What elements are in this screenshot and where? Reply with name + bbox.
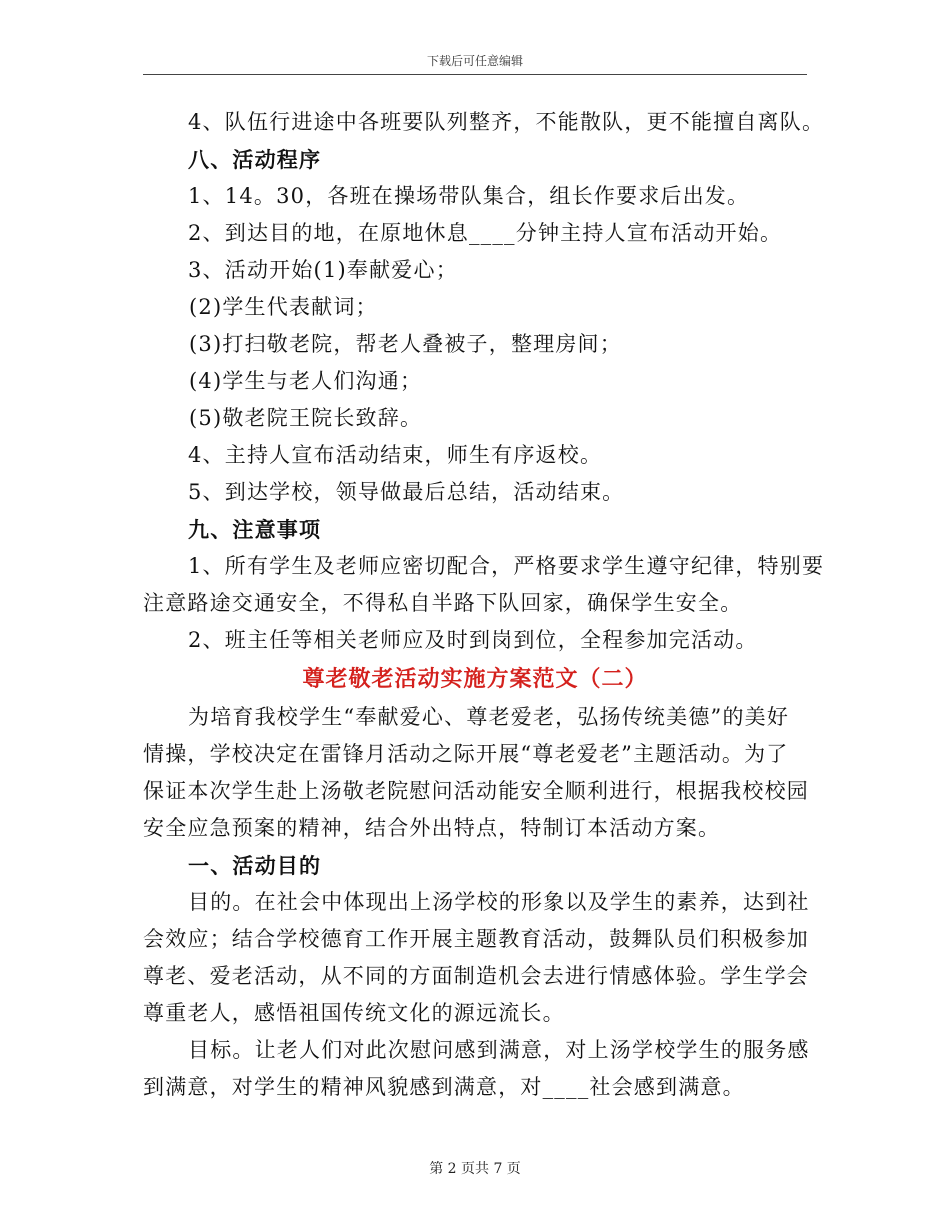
- paragraph-line: 保证本次学生赴上汤敬老院慰问活动能安全顺利进行，根据我校校园: [143, 779, 809, 803]
- text-line: (3)打扫敬老院，帮老人叠被子，整理房间；: [189, 332, 622, 356]
- page-header: 下载后可任意编辑: [426, 54, 523, 68]
- text-line: 2、到达目的地，在原地休息____分钟主持人宣布活动开始。: [188, 221, 783, 245]
- text-line: 注意路途交通安全，不得私自半路下队回家，确保学生安全。: [143, 591, 743, 615]
- paragraph-line: 会效应；结合学校德育工作开展主题教育活动，鼓舞队员们积极参加: [143, 927, 809, 951]
- header-divider: [143, 74, 807, 75]
- text-line: 1、所有学生及老师应密切配合，严格要求学生遵守纪律，特别要: [188, 554, 825, 578]
- text-line: (4)学生与老人们沟通；: [189, 369, 423, 393]
- paragraph-line: 情操，学校决定在雷锋月活动之际开展“尊老爱老”主题活动。为了: [143, 742, 789, 766]
- section-heading-purpose: 一、活动目的: [188, 853, 322, 878]
- text-line: 2、班主任等相关老师应及时到岗到位，全程参加完活动。: [188, 628, 758, 652]
- section-heading-procedure: 八、活动程序: [188, 147, 322, 172]
- page-number: 第 2 页共 7 页: [429, 1161, 521, 1177]
- text-line: 4、主持人宣布活动结束，师生有序返校。: [188, 443, 603, 467]
- text-line: 3、活动开始(1)奉献爱心；: [188, 258, 458, 282]
- paragraph-line: 到满意，对学生的精神风貌感到满意，对____社会感到满意。: [143, 1075, 745, 1099]
- text-line: 4、队伍行进途中各班要队列整齐，不能散队，更不能擅自离队。: [188, 110, 825, 134]
- document-body: [143, 104, 825, 1106]
- section-heading-notes: 九、注意事项: [188, 517, 322, 542]
- paragraph-line: 目标。让老人们对此次慰问感到满意，对上汤学校学生的服务感: [188, 1038, 810, 1062]
- paragraph-line: 尊重老人，感悟祖国传统文化的源远流长。: [143, 1001, 565, 1025]
- text-line: 5、到达学校，领导做最后总结，活动结束。: [188, 480, 625, 504]
- paragraph-line: 目的。在社会中体现出上汤学校的形象以及学生的素养，达到社: [188, 890, 810, 914]
- document-title: 尊老敬老活动实施方案范文（二）: [302, 666, 648, 692]
- text-line: (5)敬老院王院长致辞。: [189, 406, 423, 430]
- paragraph-line: 尊老、爱老活动，从不同的方面制造机会去进行情感体验。学生学会: [143, 964, 809, 988]
- paragraph-line: 为培育我校学生“奉献爱心、尊老爱老，弘扬传统美德”的美好: [188, 705, 790, 729]
- paragraph-line: 安全应急预案的精神，结合外出特点，特制订本活动方案。: [143, 816, 721, 840]
- text-line: 1、14。30，各班在操场带队集合，组长作要求后出发。: [188, 184, 750, 208]
- text-line: (2)学生代表献词；: [189, 295, 378, 319]
